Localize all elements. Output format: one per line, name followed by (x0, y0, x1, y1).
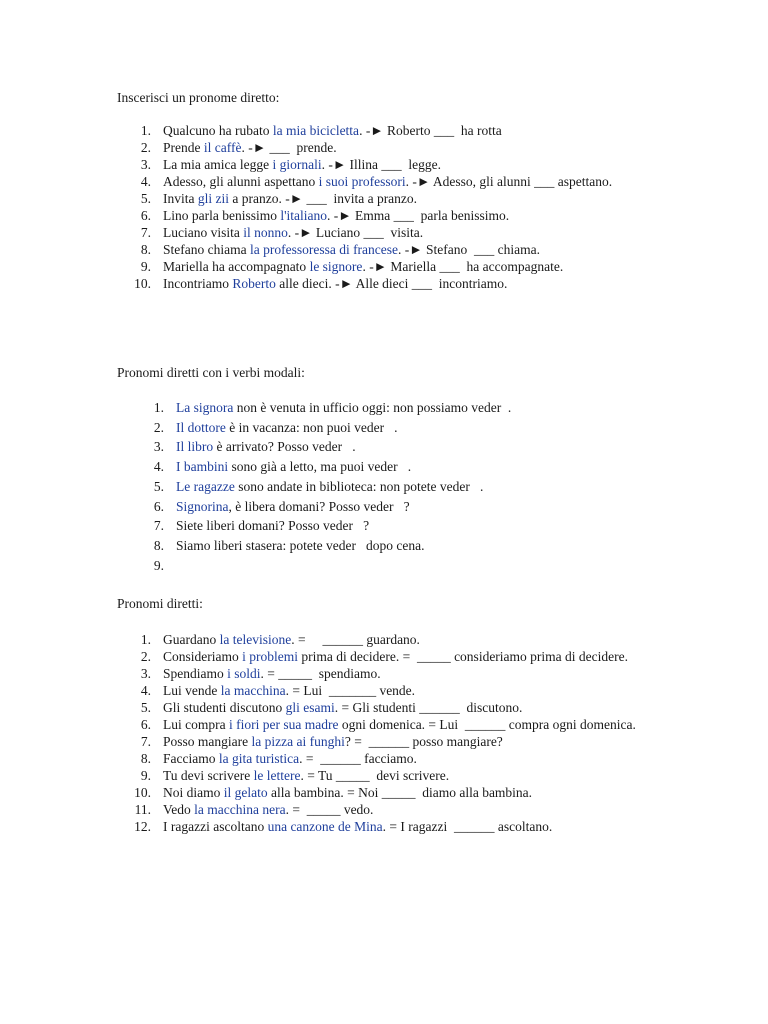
item-text (163, 225, 423, 240)
item-text (163, 785, 532, 800)
item-text-part: . = Gli studenti ______ discutono. (334, 700, 523, 715)
item-number: 3. (140, 157, 151, 172)
item-text-part: Lui vende (163, 683, 221, 698)
highlighted-object: Signorina (176, 498, 229, 514)
highlighted-object: una canzone de Mina (267, 819, 383, 834)
highlighted-object: i problemi (242, 649, 298, 664)
list-item (117, 516, 668, 536)
item-text (163, 700, 522, 715)
item-text (163, 191, 417, 206)
item-text-part: . -► ___ prende. (241, 140, 337, 155)
item-text (176, 479, 483, 494)
item-text-part: . = ______ guardano. (291, 632, 420, 647)
list-item (117, 190, 668, 207)
item-text-part: alla bambina. = Noi _____ diamo alla bambina. (267, 785, 533, 800)
list-item (117, 258, 668, 275)
item-text (163, 140, 337, 155)
highlighted-object: il nonno (243, 225, 288, 240)
list-item (117, 733, 668, 750)
item-number: 7. (140, 734, 151, 749)
highlighted-object: La signora (176, 400, 234, 415)
list-item (117, 275, 668, 292)
list-item (117, 477, 668, 497)
highlighted-object: la macchina nera (194, 802, 286, 817)
item-text-part: ogni domenica. = Lui ______ compra ogni domenica. (338, 717, 636, 732)
item-number: 10. (134, 785, 151, 800)
list-item (117, 818, 668, 835)
list-item (117, 398, 668, 418)
item-text (163, 632, 420, 647)
item-text-part: Qualcuno ha rubato (163, 123, 273, 138)
highlighted-object: l'italiano (280, 208, 328, 223)
item-text (176, 400, 511, 415)
item-text-part: Spendiamo (163, 666, 228, 681)
list-item (117, 699, 668, 716)
item-text (176, 459, 411, 474)
highlighted-object: la gita turistica (218, 751, 300, 766)
item-text-part: a pranzo. -► ___ invita a pranzo. (229, 191, 418, 206)
list-item (117, 716, 668, 733)
list-item (117, 418, 668, 438)
item-number: 5. (140, 700, 151, 715)
item-text-part: . -► Stefano ___ chiama. (398, 242, 540, 257)
list-item (117, 207, 668, 224)
item-text-part: . = _____ spendiamo. (260, 666, 381, 681)
item-text-part: , è libera domani? Posso veder ? (228, 498, 410, 514)
section-3-list (117, 631, 668, 835)
highlighted-object: gli esami (285, 700, 335, 715)
item-text (163, 819, 552, 834)
section-2-list (117, 398, 668, 575)
item-text (163, 208, 509, 223)
item-text-part: La mia amica legge (163, 157, 273, 172)
highlighted-object: Roberto (232, 276, 276, 291)
item-text-part: Siete liberi domani? Posso veder ? (176, 518, 370, 534)
list-item (117, 682, 668, 699)
item-number: 3. (153, 439, 164, 455)
item-text (163, 751, 417, 766)
highlighted-object: la mia bicicletta (272, 123, 360, 138)
item-text-part: è in vacanza: non puoi veder . (225, 419, 398, 435)
item-text-part: . -► Emma ___ parla benissimo. (327, 208, 510, 223)
item-text-part: Vedo (163, 802, 195, 817)
item-text (163, 276, 507, 291)
item-text (163, 683, 415, 698)
item-text (163, 768, 449, 783)
highlighted-object: la televisione (219, 632, 292, 647)
item-number: 2. (140, 649, 151, 664)
item-number: 1. (140, 123, 151, 138)
item-number: 6. (153, 498, 164, 514)
list-item (117, 750, 668, 767)
highlighted-object: Il dottore (176, 419, 226, 435)
list-item (117, 497, 668, 517)
list-item (117, 122, 668, 139)
highlighted-object: i soldi (227, 666, 261, 681)
item-text-part: Stefano chiama (163, 242, 250, 257)
item-number: 7. (153, 518, 164, 534)
section-2-title: Pronomi diretti con i verbi modali: (117, 365, 305, 380)
highlighted-object: la professoressa di francese (249, 242, 399, 257)
item-text-part: . = I ragazzi ______ ascoltano. (382, 819, 553, 834)
item-number: 9. (140, 768, 151, 783)
item-text (163, 157, 441, 172)
item-number: 1. (153, 400, 164, 415)
highlighted-object: i fiori per sua madre (228, 717, 339, 732)
highlighted-object: Il libro (176, 439, 214, 455)
item-text-part: Posso mangiare (163, 734, 252, 749)
item-number: 12. (134, 819, 151, 834)
item-text (163, 734, 503, 749)
item-text-part: Adesso, gli alunni aspettano (163, 174, 319, 189)
item-number: 5. (153, 478, 164, 494)
item-text-part: . -► Roberto ___ ha rotta (359, 123, 502, 138)
item-number: 7. (140, 225, 151, 240)
item-number: 8. (153, 537, 164, 553)
item-text-part: I ragazzi ascoltano (163, 819, 268, 834)
highlighted-object: la macchina (220, 683, 286, 698)
highlighted-object: le signore (309, 259, 363, 274)
list-item (117, 648, 668, 665)
item-text (163, 123, 502, 138)
item-text (163, 259, 563, 274)
item-text-part: . = ______ facciamo. (299, 751, 417, 766)
highlighted-object: Le ragazze (176, 478, 235, 494)
item-text-part: . -► Mariella ___ ha accompagnate. (362, 259, 564, 274)
list-item (117, 556, 668, 576)
highlighted-object: I bambini (176, 459, 229, 475)
item-text (163, 802, 373, 817)
item-number: 2. (140, 140, 151, 155)
item-text-part: . -► Adesso, gli alunni ___ aspettano. (405, 174, 613, 189)
item-text-part: Gli studenti discutono (163, 700, 286, 715)
highlighted-object: gli zii (197, 191, 229, 206)
item-text (176, 538, 425, 553)
item-text (163, 174, 612, 189)
item-text (176, 439, 356, 454)
item-text-part: Luciano visita (163, 225, 244, 240)
item-text (163, 649, 628, 664)
item-text-part: . -► Luciano ___ visita. (287, 225, 424, 240)
list-item (117, 767, 668, 784)
item-text-part: Mariella ha accompagnato (163, 259, 310, 274)
highlighted-object: la pizza ai funghi (251, 734, 345, 749)
item-number: 6. (140, 208, 151, 223)
item-text (176, 518, 369, 533)
highlighted-object: le lettere (253, 768, 301, 783)
item-number: 3. (140, 666, 151, 681)
list-item (117, 173, 668, 190)
highlighted-object: il gelato (223, 785, 268, 800)
item-text-part: Prende (163, 140, 204, 155)
list-item (117, 437, 668, 457)
item-text-part: Lino parla benissimo (163, 208, 281, 223)
item-text-part: Incontriamo (163, 276, 233, 291)
list-item (117, 241, 668, 258)
item-number: 2. (153, 419, 164, 435)
item-text-part: Guardano (163, 632, 220, 647)
list-item (117, 224, 668, 241)
item-number: 6. (140, 717, 151, 732)
item-text-part: Consideriamo (163, 649, 243, 664)
item-text-part: Invita (163, 191, 198, 206)
list-item (117, 784, 668, 801)
item-number: 9. (140, 259, 151, 274)
highlighted-object: i giornali (272, 157, 322, 172)
item-text-part: Noi diamo (163, 785, 224, 800)
item-text-part: ? = ______ posso mangiare? (344, 734, 503, 749)
item-number: 8. (140, 751, 151, 766)
item-text-part: prima di decidere. = _____ consideriamo prima di decidere. (298, 649, 628, 664)
item-number: 5. (140, 191, 151, 206)
list-item (117, 536, 668, 556)
item-number: 4. (140, 683, 151, 698)
list-item (117, 631, 668, 648)
item-text-part: . = Tu _____ devi scrivere. (300, 768, 450, 783)
item-text-part: è arrivato? Posso veder . (213, 439, 356, 455)
item-text-part: . -► Illina ___ legge. (321, 157, 442, 172)
item-text-part: Lui compra (163, 717, 229, 732)
item-text (163, 717, 636, 732)
item-text (176, 558, 179, 573)
item-text-part: Tu devi scrivere (163, 768, 254, 783)
item-number: 9. (153, 557, 164, 573)
section-1-title: Inscerisci un pronome diretto: (117, 90, 280, 105)
item-text-part: Siamo liberi stasera: potete veder dopo cena. (176, 537, 425, 553)
item-number: 4. (140, 174, 151, 189)
list-item (117, 139, 668, 156)
item-text (163, 242, 540, 257)
item-text-part: sono già a letto, ma puoi veder . (228, 459, 412, 475)
item-number: 1. (140, 632, 151, 647)
item-text-part: . = _____ vedo. (285, 802, 374, 817)
highlighted-object: il caffè (203, 140, 242, 155)
item-text (176, 499, 410, 514)
list-item (117, 665, 668, 682)
item-number: 8. (140, 242, 151, 257)
list-item (117, 801, 668, 818)
list-item (117, 457, 668, 477)
item-text-part: sono andate in biblioteca: non potete veder . (234, 478, 484, 494)
item-text-part: alle dieci. -► Alle dieci ___ incontriamo. (275, 276, 508, 291)
item-text-part: non è venuta in ufficio oggi: non possiamo veder . (233, 400, 512, 415)
item-number: 10. (134, 276, 151, 291)
item-number: 4. (153, 459, 164, 475)
item-number: 11. (134, 802, 151, 817)
highlighted-object: i suoi professori (318, 174, 406, 189)
item-text-part: Facciamo (163, 751, 219, 766)
item-text (176, 420, 398, 435)
section-1-list (117, 122, 668, 292)
list-item (117, 156, 668, 173)
item-text (163, 666, 381, 681)
section-3-title: Pronomi diretti: (117, 596, 203, 611)
item-text-part: . = Lui _______ vende. (285, 683, 416, 698)
